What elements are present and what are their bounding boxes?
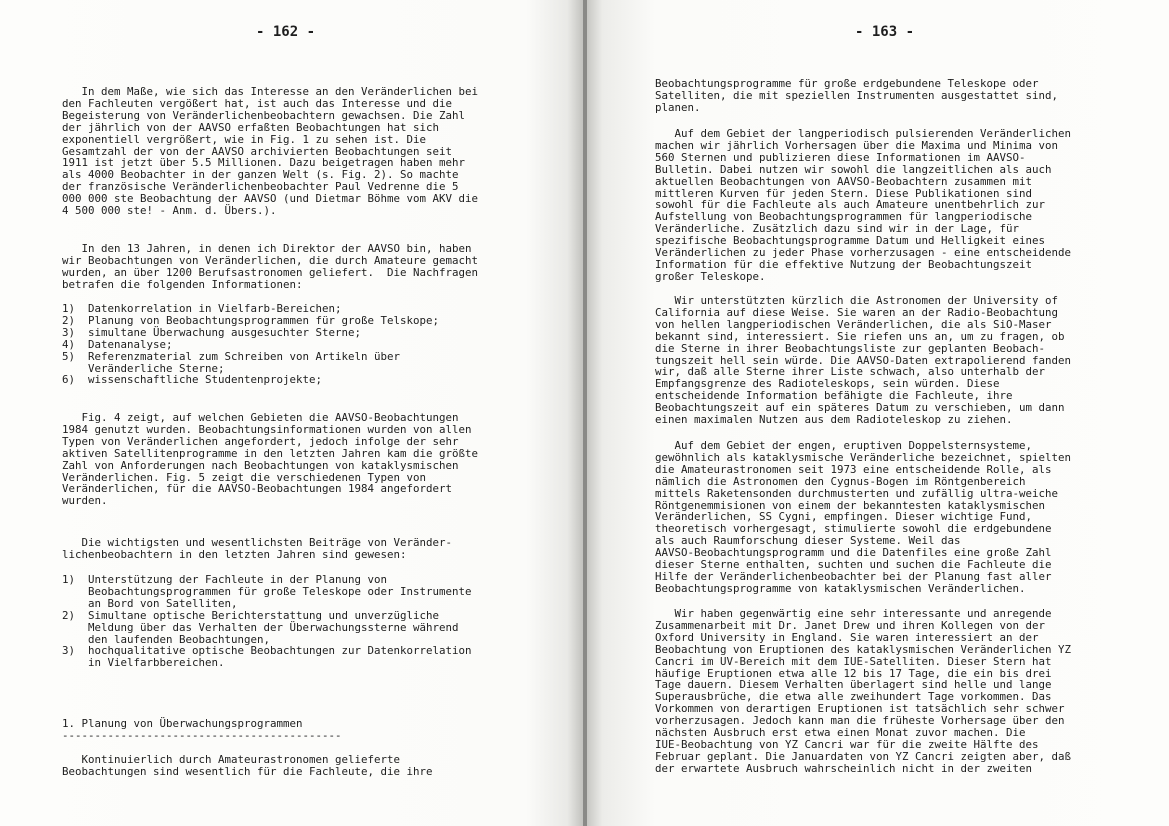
paragraph: Beobachtungsprogramme für große erdgebundene Teleskope oder Satelliten, die mit speziellen Instrumenten ausgestattet sind, planen. [655,77,1059,114]
right-page [585,0,1169,826]
book-gutter [583,0,587,826]
paragraph: Auf dem Gebiet der langperiodisch pulsierenden Veränderlichen machen wir jährlich Vorhersagen über die Maxima und Minima von 560 Sternen und publizieren diese Informationen im AAVSO- Bulletin. Dabei nutzen wir sowohl die langzeitlichen als auch aktuellen Beobachtungen von AAVSO-Beobachtern zusammen mit mittleren Kurven für jeden Stern. Diese Publikationen sind sowohl für die Fachleute als auch Amateure unentbehrlich zur Aufstellung von Beobachtungsprogrammen für langperiodische Veränderliche. Zusätzlich dazu sind wir in der Lage, für spezifische Beobachtungsprogramme Datum und Helligkeit eines Veränderlichen zu jeder Phase vorherzusagen - eine entscheidende Information für die effektive Nutzung der Beobachtungszeit großer Teleskope. [655,127,1072,283]
paragraph: Auf dem Gebiet der engen, eruptiven Doppelsternsysteme, gewöhnlich als kataklysmische Veränderliche bezeichnet, spielten die Amateurastronomen seit 1973 eine entscheidende Rolle, als nämlich die Astronomen den Cygnus-Bogen im Röntgenbereich mittels Raketensonden durchmusterten und zufällig ultra-weiche Röntgenemmisionen von einem der bekanntesten kataklysmischen Veränderlichen, SS Cygni, empfingen. Dieser wichtige Fund, theoretisch vorhergesagt, stimulierte sowohl die erdgebundene als auch Raumforschung dieser Systeme. Weil das AAVSO-Beobachtungsprogramm und die Datenfiles eine große Zahl dieser Sterne enthalten, suchten und suchen die Fachleute die Hilfe der Veränderlichenbeobachter bei der Planung fast aller Beobachtungsprogramme von kataklysmischen Veränderlichen. [655,439,1072,595]
paragraph: Wir unterstützten kürzlich die Astronomen der University of California auf diese Weise. Sie waren an der Radio-Beobachtung von hellen langperiodischen Veränderlichen, die als SiO-Maser bekannt sind, interessiert. Sie riefen uns an, um zu fragen, ob die Sterne in ihrer Beobachtungsliste zur geplanten Beobach- tungszeit hell sein würde. Die AAVSO-Daten extrapolierend fanden wir, daß alle Sterne ihrer Liste schwach, also unterhalb der Empfangsgrenze des Radioteleskops, sein würden. Diese entscheidende Information befähigte die Fachleute, ihre Beobachtungszeit auf ein späteres Datum zu verschieben, um dann einen maximalen Nutzen aus dem Radioteleskop zu ziehen. [655,294,1072,427]
section-heading: 1. Planung von Überwachungsprogrammen [62,717,303,730]
paragraph: Die wichtigsten und wesentlichsten Beiträge von Veränder- lichenbeobachtern in den letzten Jahren sind gewesen: [62,536,453,561]
paragraph: Wir haben gegenwärtig eine sehr interessante und anregende Zusammenarbeit mit Dr. Janet Drew und ihren Kollegen von der Oxford University in England. Sie waren interessiert an der Beobachtung von Eruptionen des kataklysmischen Veränderlichen YZ Cancri im UV-Bereich mit dem IUE-Satelliten. Dieser Stern hat häufige Eruptionen etwa alle 12 bis 17 Tage, die ein bis drei Tage dauern. Diesem Verhalten überlagert sind helle und lange Superausbrüche, die etwa alle zweihundert Tage vorkommen. Das Vorkommen von derartigen Eruptionen ist tatsächlich sehr schwer vorherzusagen. Jedoch kann man die früheste Vorhersage über den nächsten Ausbruch erst etwa einen Monat zuvor machen. Die IUE-Beobachtung von YZ Cancri war für die zweite Hälfte des Februar geplant. Die Januardaten von YZ Cancri zeigten aber, daß der erwartete Ausbruch wahrscheinlich nicht in der zweiten [655,607,1072,775]
paragraph: Fig. 4 zeigt, auf welchen Gebieten die AAVSO-Beobachtungen 1984 genutzt wurden. Beobachtungsinformationen wurden von allen Typen von Veränderlichen angefordert, jedoch infolge der sehr aktiven Satellitenprogramme in den letzten Jahren kam die größte Zahl von Anforderungen nach Beobachtungen von kataklysmischen Veränderlichen. Fig. 5 zeigt die verschiedenen Typen von Veränderlichen, für die AAVSO-Beobachtungen 1984 angefordert wurden. [62,411,479,508]
page-number: - 163 - [855,24,915,40]
page-number: - 162 - [256,24,316,40]
numbered-list: 1) Datenkorrelation in Vielfarb-Bereichen; 2) Planung von Beobachtungsprogrammen für große Telskope; 3) simultane Überwachung ausgesuchter Sterne; 4) Datenanalyse; 5) Referenzmaterial zum Schreiben von Artikeln über Veränderliche Sterne; 6) wissenschaftliche Studentenprojekte; [62,302,440,387]
paragraph: In den 13 Jahren, in denen ich Direktor der AAVSO bin, haben wir Beobachtungen von Veränderlichen, die durch Amateure gemacht wurden, an über 1200 Berufsastronomen geliefert. Die Nachfragen betrafen die folgenden Informationen: [62,242,479,291]
paragraph: Kontinuierlich durch Amateurastronomen gelieferte Beobachtungen sind wesentlich für die Fachleute, die ihre [62,753,433,778]
heading-underline: ------------------------------------------- [62,729,342,742]
numbered-list: 1) Unterstützung der Fachleute in der Planung von Beobachtungsprogrammen für große Teleskope oder Instrumente an Bord von Satelliten, 2) Simultane optische Berichterstattung und unverzügliche Meldung über das Verhalten der Überwachungssterne während den laufenden Beobachtungen, 3) hochqualitative optische Beobachtungen zur Datenkorrelation in Vielfarbbereichen. [62,573,472,670]
paragraph: In dem Maße, wie sich das Interesse an den Veränderlichen bei den Fachleuten vergößert hat, ist auch das Interesse und die Begeisterung von Veränderlichenbeobachtern gewachsen. Die Zahl der jährlich von der AAVSO erfaßten Beobachtungen hat sich exponentiell vergrößert, wie in Fig. 1 zu sehen ist. Die Gesamtzahl der von der AAVSO archivierten Beobachtungen seit 1911 ist jetzt über 5.5 Millionen. Dazu beigetragen haben mehr als 4000 Beobachter in der ganzen Welt (s. Fig. 2). So machte der französische Veränderlichenbeobachter Paul Vedrenne die 5 000 000 ste Beobachtung der AAVSO (und Dietmar Böhme vom AKV die 4 500 000 ste! - Anm. d. Übers.). [62,85,479,218]
